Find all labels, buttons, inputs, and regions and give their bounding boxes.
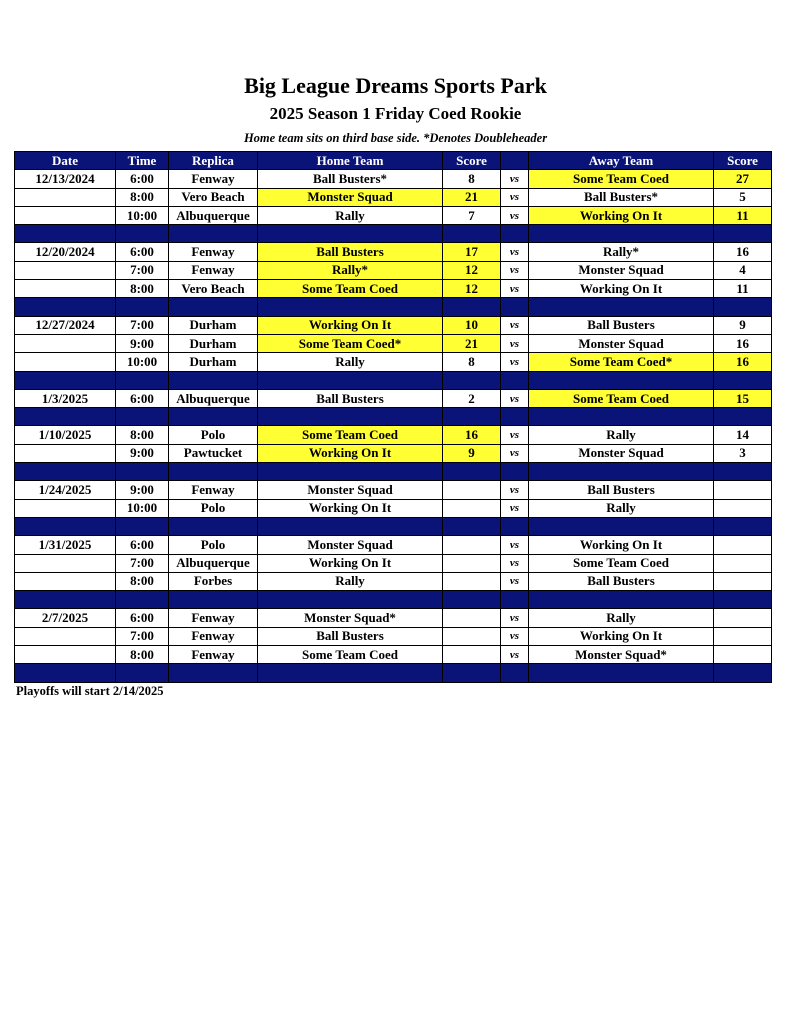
game-time: 7:00 bbox=[116, 554, 169, 572]
home-team: Monster Squad bbox=[258, 188, 443, 206]
col-header-away-team: Away Team bbox=[529, 152, 714, 170]
game-row bbox=[15, 426, 772, 444]
separator-cell bbox=[169, 371, 258, 389]
playoffs-note: Playoffs will start 2/14/2025 bbox=[16, 684, 164, 698]
vs-label: vs bbox=[501, 206, 529, 224]
separator-cell bbox=[714, 298, 772, 316]
game-time: 8:00 bbox=[116, 188, 169, 206]
separator-cell bbox=[169, 664, 258, 682]
page-title: Big League Dreams Sports Park bbox=[244, 73, 547, 98]
game-time: 6:00 bbox=[116, 609, 169, 627]
game-time: 7:00 bbox=[116, 261, 169, 279]
away-score: 16 bbox=[714, 334, 772, 352]
home-team: Ball Busters bbox=[258, 627, 443, 645]
vs-label: vs bbox=[501, 646, 529, 664]
separator-cell bbox=[116, 591, 169, 609]
home-score bbox=[443, 646, 501, 664]
separator-cell bbox=[529, 408, 714, 426]
away-team: Rally bbox=[529, 499, 714, 517]
separator-cell bbox=[15, 408, 116, 426]
group-separator bbox=[15, 664, 772, 682]
game-time: 8:00 bbox=[116, 646, 169, 664]
group-separator bbox=[15, 225, 772, 243]
separator-cell bbox=[116, 517, 169, 535]
game-replica: Vero Beach bbox=[169, 188, 258, 206]
game-time: 9:00 bbox=[116, 481, 169, 499]
group-separator bbox=[15, 408, 772, 426]
away-score: 27 bbox=[714, 170, 772, 188]
vs-label: vs bbox=[501, 554, 529, 572]
game-row bbox=[15, 554, 772, 572]
home-score bbox=[443, 499, 501, 517]
game-date bbox=[15, 280, 116, 298]
away-team: Some Team Coed* bbox=[529, 353, 714, 371]
game-row bbox=[15, 280, 772, 298]
vs-label: vs bbox=[501, 280, 529, 298]
away-team: Monster Squad bbox=[529, 334, 714, 352]
game-date bbox=[15, 353, 116, 371]
col-header-time: Time bbox=[116, 152, 169, 170]
separator-cell bbox=[15, 225, 116, 243]
game-time: 7:00 bbox=[116, 316, 169, 334]
game-date: 1/3/2025 bbox=[15, 389, 116, 407]
separator-cell bbox=[15, 517, 116, 535]
game-time: 7:00 bbox=[116, 627, 169, 645]
separator-cell bbox=[258, 225, 443, 243]
vs-label: vs bbox=[501, 536, 529, 554]
separator-cell bbox=[501, 591, 529, 609]
game-date bbox=[15, 444, 116, 462]
game-time: 6:00 bbox=[116, 389, 169, 407]
away-score bbox=[714, 609, 772, 627]
col-header-home-team: Home Team bbox=[258, 152, 443, 170]
separator-cell bbox=[116, 664, 169, 682]
separator-cell bbox=[501, 371, 529, 389]
game-date bbox=[15, 572, 116, 590]
away-score bbox=[714, 572, 772, 590]
game-row bbox=[15, 206, 772, 224]
game-replica: Albuquerque bbox=[169, 389, 258, 407]
game-date: 2/7/2025 bbox=[15, 609, 116, 627]
vs-label: vs bbox=[501, 627, 529, 645]
vs-label: vs bbox=[501, 426, 529, 444]
vs-label: vs bbox=[501, 481, 529, 499]
game-time: 10:00 bbox=[116, 206, 169, 224]
home-score bbox=[443, 554, 501, 572]
home-team: Some Team Coed bbox=[258, 646, 443, 664]
home-team: Rally bbox=[258, 572, 443, 590]
separator-cell bbox=[258, 664, 443, 682]
home-score: 17 bbox=[443, 243, 501, 261]
vs-label: vs bbox=[501, 444, 529, 462]
game-replica: Fenway bbox=[169, 646, 258, 664]
schedule-note: Home team sits on third base side. *Denotes Doubleheader bbox=[243, 131, 548, 145]
separator-cell bbox=[714, 371, 772, 389]
vs-label: vs bbox=[501, 188, 529, 206]
separator-cell bbox=[529, 463, 714, 481]
separator-cell bbox=[443, 591, 501, 609]
col-header-replica: Replica bbox=[169, 152, 258, 170]
vs-label: vs bbox=[501, 316, 529, 334]
away-team: Ball Busters* bbox=[529, 188, 714, 206]
game-date: 12/13/2024 bbox=[15, 170, 116, 188]
game-row bbox=[15, 627, 772, 645]
game-date bbox=[15, 554, 116, 572]
game-row bbox=[15, 444, 772, 462]
home-score: 8 bbox=[443, 353, 501, 371]
home-team: Monster Squad* bbox=[258, 609, 443, 627]
game-replica: Durham bbox=[169, 316, 258, 334]
group-separator bbox=[15, 371, 772, 389]
separator-cell bbox=[501, 225, 529, 243]
home-team: Monster Squad bbox=[258, 481, 443, 499]
away-team: Ball Busters bbox=[529, 481, 714, 499]
game-row bbox=[15, 353, 772, 371]
separator-cell bbox=[443, 463, 501, 481]
vs-label: vs bbox=[501, 243, 529, 261]
group-separator bbox=[15, 463, 772, 481]
game-date: 1/31/2025 bbox=[15, 536, 116, 554]
game-time: 8:00 bbox=[116, 426, 169, 444]
separator-cell bbox=[116, 463, 169, 481]
game-replica: Albuquerque bbox=[169, 554, 258, 572]
separator-cell bbox=[443, 664, 501, 682]
col-header-date: Date bbox=[15, 152, 116, 170]
separator-cell bbox=[169, 463, 258, 481]
game-replica: Polo bbox=[169, 426, 258, 444]
home-team: Monster Squad bbox=[258, 536, 443, 554]
game-date bbox=[15, 206, 116, 224]
home-score: 16 bbox=[443, 426, 501, 444]
separator-cell bbox=[501, 408, 529, 426]
game-date bbox=[15, 646, 116, 664]
separator-cell bbox=[258, 371, 443, 389]
separator-cell bbox=[116, 298, 169, 316]
game-row bbox=[15, 261, 772, 279]
game-date bbox=[15, 627, 116, 645]
separator-cell bbox=[258, 463, 443, 481]
vs-label: vs bbox=[501, 261, 529, 279]
col-header-away-score: Score bbox=[714, 152, 772, 170]
game-replica: Forbes bbox=[169, 572, 258, 590]
separator-cell bbox=[714, 408, 772, 426]
game-time: 8:00 bbox=[116, 572, 169, 590]
vs-label: vs bbox=[501, 572, 529, 590]
home-score bbox=[443, 481, 501, 499]
schedule-subtitle: 2025 Season 1 Friday Coed Rookie bbox=[269, 104, 522, 123]
separator-cell bbox=[529, 591, 714, 609]
game-date: 12/20/2024 bbox=[15, 243, 116, 261]
separator-cell bbox=[443, 517, 501, 535]
away-team: Working On It bbox=[529, 627, 714, 645]
game-row bbox=[15, 188, 772, 206]
away-team: Ball Busters bbox=[529, 572, 714, 590]
separator-cell bbox=[501, 664, 529, 682]
away-score: 11 bbox=[714, 280, 772, 298]
game-row bbox=[15, 499, 772, 517]
game-replica: Pawtucket bbox=[169, 444, 258, 462]
separator-cell bbox=[714, 517, 772, 535]
game-row bbox=[15, 334, 772, 352]
separator-cell bbox=[116, 408, 169, 426]
separator-cell bbox=[15, 463, 116, 481]
away-team: Some Team Coed bbox=[529, 389, 714, 407]
group-separator bbox=[15, 298, 772, 316]
separator-cell bbox=[169, 298, 258, 316]
game-time: 8:00 bbox=[116, 280, 169, 298]
separator-cell bbox=[169, 517, 258, 535]
game-replica: Durham bbox=[169, 334, 258, 352]
game-row bbox=[15, 316, 772, 334]
game-row bbox=[15, 481, 772, 499]
home-score: 7 bbox=[443, 206, 501, 224]
game-date bbox=[15, 188, 116, 206]
game-date bbox=[15, 261, 116, 279]
home-score bbox=[443, 536, 501, 554]
away-team: Working On It bbox=[529, 536, 714, 554]
away-score bbox=[714, 646, 772, 664]
away-team: Working On It bbox=[529, 206, 714, 224]
away-team: Some Team Coed bbox=[529, 170, 714, 188]
game-time: 9:00 bbox=[116, 334, 169, 352]
separator-cell bbox=[501, 463, 529, 481]
separator-cell bbox=[443, 225, 501, 243]
home-score: 8 bbox=[443, 170, 501, 188]
group-separator bbox=[15, 591, 772, 609]
away-score: 16 bbox=[714, 353, 772, 371]
game-row bbox=[15, 646, 772, 664]
game-replica: Polo bbox=[169, 536, 258, 554]
away-team: Rally bbox=[529, 609, 714, 627]
home-team: Rally* bbox=[258, 261, 443, 279]
separator-cell bbox=[714, 664, 772, 682]
separator-cell bbox=[443, 371, 501, 389]
separator-cell bbox=[529, 298, 714, 316]
vs-label: vs bbox=[501, 389, 529, 407]
separator-cell bbox=[714, 225, 772, 243]
game-replica: Fenway bbox=[169, 243, 258, 261]
separator-cell bbox=[529, 517, 714, 535]
separator-cell bbox=[116, 371, 169, 389]
home-score: 12 bbox=[443, 280, 501, 298]
separator-cell bbox=[15, 664, 116, 682]
game-row bbox=[15, 572, 772, 590]
group-separator bbox=[15, 517, 772, 535]
game-time: 10:00 bbox=[116, 353, 169, 371]
home-team: Working On It bbox=[258, 499, 443, 517]
separator-cell bbox=[529, 664, 714, 682]
home-score: 12 bbox=[443, 261, 501, 279]
vs-label: vs bbox=[501, 609, 529, 627]
game-date: 1/24/2025 bbox=[15, 481, 116, 499]
separator-cell bbox=[15, 298, 116, 316]
away-score bbox=[714, 554, 772, 572]
away-team: Monster Squad bbox=[529, 261, 714, 279]
away-score: 15 bbox=[714, 389, 772, 407]
home-score bbox=[443, 572, 501, 590]
home-score bbox=[443, 609, 501, 627]
separator-cell bbox=[258, 591, 443, 609]
vs-label: vs bbox=[501, 499, 529, 517]
home-team: Some Team Coed bbox=[258, 280, 443, 298]
home-score: 2 bbox=[443, 389, 501, 407]
game-time: 9:00 bbox=[116, 444, 169, 462]
separator-cell bbox=[714, 591, 772, 609]
vs-label: vs bbox=[501, 170, 529, 188]
separator-cell bbox=[169, 408, 258, 426]
away-score: 3 bbox=[714, 444, 772, 462]
away-team: Rally bbox=[529, 426, 714, 444]
game-replica: Fenway bbox=[169, 170, 258, 188]
away-team: Monster Squad* bbox=[529, 646, 714, 664]
away-score: 9 bbox=[714, 316, 772, 334]
game-date bbox=[15, 499, 116, 517]
separator-cell bbox=[501, 298, 529, 316]
away-team: Ball Busters bbox=[529, 316, 714, 334]
vs-label: vs bbox=[501, 353, 529, 371]
separator-cell bbox=[258, 298, 443, 316]
home-team: Working On It bbox=[258, 554, 443, 572]
game-row bbox=[15, 609, 772, 627]
game-replica: Vero Beach bbox=[169, 280, 258, 298]
separator-cell bbox=[714, 463, 772, 481]
separator-cell bbox=[258, 408, 443, 426]
home-team: Working On It bbox=[258, 316, 443, 334]
away-team: Some Team Coed bbox=[529, 554, 714, 572]
separator-cell bbox=[15, 371, 116, 389]
away-score: 11 bbox=[714, 206, 772, 224]
separator-cell bbox=[169, 591, 258, 609]
separator-cell bbox=[529, 225, 714, 243]
game-row bbox=[15, 536, 772, 554]
separator-cell bbox=[443, 298, 501, 316]
away-score bbox=[714, 481, 772, 499]
game-time: 6:00 bbox=[116, 243, 169, 261]
separator-cell bbox=[443, 408, 501, 426]
schedule-table bbox=[14, 151, 772, 683]
separator-cell bbox=[169, 225, 258, 243]
home-team: Working On It bbox=[258, 444, 443, 462]
col-header-home-score: Score bbox=[443, 152, 501, 170]
game-replica: Fenway bbox=[169, 627, 258, 645]
home-team: Ball Busters* bbox=[258, 170, 443, 188]
home-score: 9 bbox=[443, 444, 501, 462]
home-team: Some Team Coed* bbox=[258, 334, 443, 352]
game-time: 10:00 bbox=[116, 499, 169, 517]
home-score: 10 bbox=[443, 316, 501, 334]
away-score: 14 bbox=[714, 426, 772, 444]
away-score: 4 bbox=[714, 261, 772, 279]
game-date bbox=[15, 334, 116, 352]
home-team: Ball Busters bbox=[258, 243, 443, 261]
col-header-vs bbox=[501, 152, 529, 170]
separator-cell bbox=[258, 517, 443, 535]
home-score: 21 bbox=[443, 188, 501, 206]
game-replica: Fenway bbox=[169, 261, 258, 279]
away-score bbox=[714, 536, 772, 554]
home-team: Some Team Coed bbox=[258, 426, 443, 444]
home-team: Ball Busters bbox=[258, 389, 443, 407]
game-date: 12/27/2024 bbox=[15, 316, 116, 334]
game-replica: Durham bbox=[169, 353, 258, 371]
game-date: 1/10/2025 bbox=[15, 426, 116, 444]
separator-cell bbox=[116, 225, 169, 243]
away-team: Rally* bbox=[529, 243, 714, 261]
home-score bbox=[443, 627, 501, 645]
separator-cell bbox=[15, 591, 116, 609]
game-replica: Polo bbox=[169, 499, 258, 517]
away-team: Monster Squad bbox=[529, 444, 714, 462]
game-time: 6:00 bbox=[116, 536, 169, 554]
separator-cell bbox=[529, 371, 714, 389]
game-replica: Albuquerque bbox=[169, 206, 258, 224]
home-team: Rally bbox=[258, 353, 443, 371]
away-score bbox=[714, 499, 772, 517]
away-team: Working On It bbox=[529, 280, 714, 298]
home-score: 21 bbox=[443, 334, 501, 352]
home-team: Rally bbox=[258, 206, 443, 224]
separator-cell bbox=[501, 517, 529, 535]
game-row bbox=[15, 170, 772, 188]
away-score: 5 bbox=[714, 188, 772, 206]
schedule-body bbox=[15, 170, 772, 682]
away-score: 16 bbox=[714, 243, 772, 261]
game-replica: Fenway bbox=[169, 481, 258, 499]
game-replica: Fenway bbox=[169, 609, 258, 627]
away-score bbox=[714, 627, 772, 645]
table-header-row bbox=[15, 152, 772, 170]
vs-label: vs bbox=[501, 334, 529, 352]
game-row bbox=[15, 243, 772, 261]
game-row bbox=[15, 389, 772, 407]
game-time: 6:00 bbox=[116, 170, 169, 188]
